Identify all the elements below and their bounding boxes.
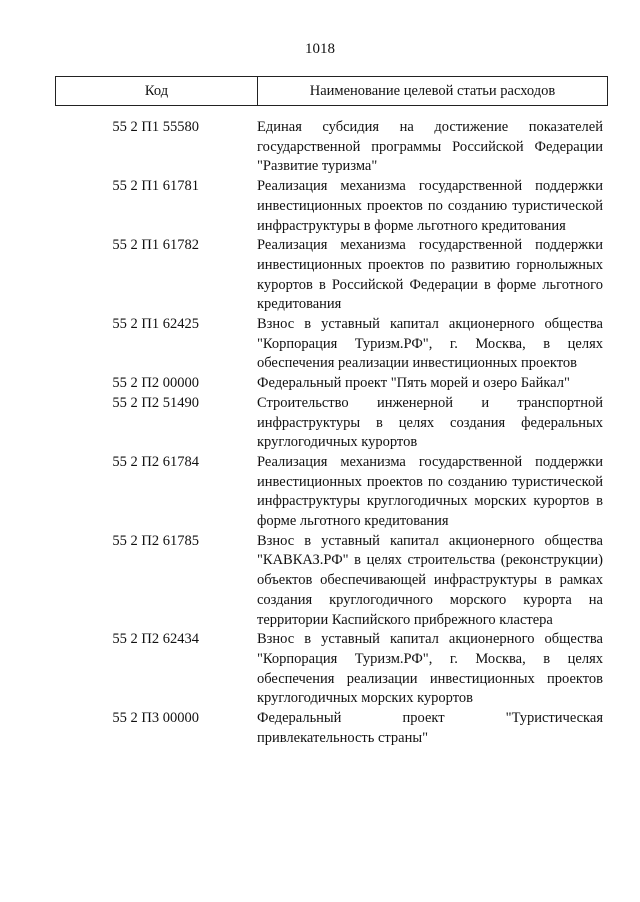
row-description: Федеральный проект "Пять морей и озеро Байкал"	[257, 375, 570, 392]
row-code: 55 2 П1 61782	[112, 237, 199, 254]
column-header-code: Код	[56, 77, 258, 105]
row-code: 55 2 П1 61781	[112, 178, 199, 195]
row-description: Взнос в уставный капитал акционерного общества "Корпорация Туризм.РФ", г. Москва, в целях обеспечения реализации инвестиционных проектов круглогодичных морских курортов	[257, 631, 603, 707]
row-description: Взнос в уставный капитал акционерного общества "Корпорация Туризм.РФ", г. Москва, в целях обеспечения реализации инвестиционных проектов	[257, 316, 603, 372]
row-description: Реализация механизма государственной поддержки инвестиционных проектов по созданию туристической инфраструктуры круглогодичных морских курортов в форме льготного кредитования	[257, 453, 603, 530]
page-number: 1018	[305, 41, 335, 57]
row-code: 55 2 П1 55580	[112, 119, 199, 135]
row-description: Взнос в уставный капитал акционерного общества "КАВКАЗ.РФ" в целях строительства (реконструкции) объектов обеспечивающей инфраструктуры в рамках создания круглогодичного морского курорта на территории Каспийского прибрежного кластера	[257, 532, 603, 628]
row-description: Федеральный проект "Туристическая привлекательность страны"	[257, 710, 603, 746]
table-row	[0, 394, 640, 453]
table-row	[0, 709, 640, 748]
row-description: Реализация механизма государственной поддержки инвестиционных проектов по созданию туристической инфраструктуры в форме льготного кредитования	[257, 178, 603, 234]
table-body	[0, 118, 640, 749]
table-row	[0, 374, 640, 394]
table-row	[0, 453, 640, 532]
row-code: 55 2 П1 62425	[112, 316, 199, 333]
column-header-name: Наименование целевой статьи расходов	[309, 82, 556, 99]
row-code: 55 2 П2 62434	[112, 631, 199, 648]
row-description: Единая субсидия на достижение показателей государственной программы Российской Федерации "Развитие туризма"	[257, 119, 603, 175]
table-row	[0, 118, 640, 177]
table-row	[0, 532, 640, 631]
table-row	[0, 236, 640, 315]
row-description: Строительство инженерной и транспортной инфраструктуры в целях создания федеральных круглогодичных курортов	[257, 394, 603, 451]
row-code: 55 2 П2 51490	[112, 394, 199, 411]
row-code: 55 2 П3 00000	[112, 710, 199, 727]
row-code: 55 2 П2 61785	[112, 532, 199, 549]
row-code: 55 2 П2 61784	[112, 453, 199, 470]
table-row	[0, 315, 640, 374]
table-row	[0, 177, 640, 236]
table-row	[0, 630, 640, 709]
row-code: 55 2 П2 00000	[112, 375, 199, 392]
row-description: Реализация механизма государственной поддержки инвестиционных проектов по развитию горнолыжных курортов в Российской Федерации в форме льготного кредитования	[257, 237, 603, 313]
table-header	[55, 76, 608, 106]
